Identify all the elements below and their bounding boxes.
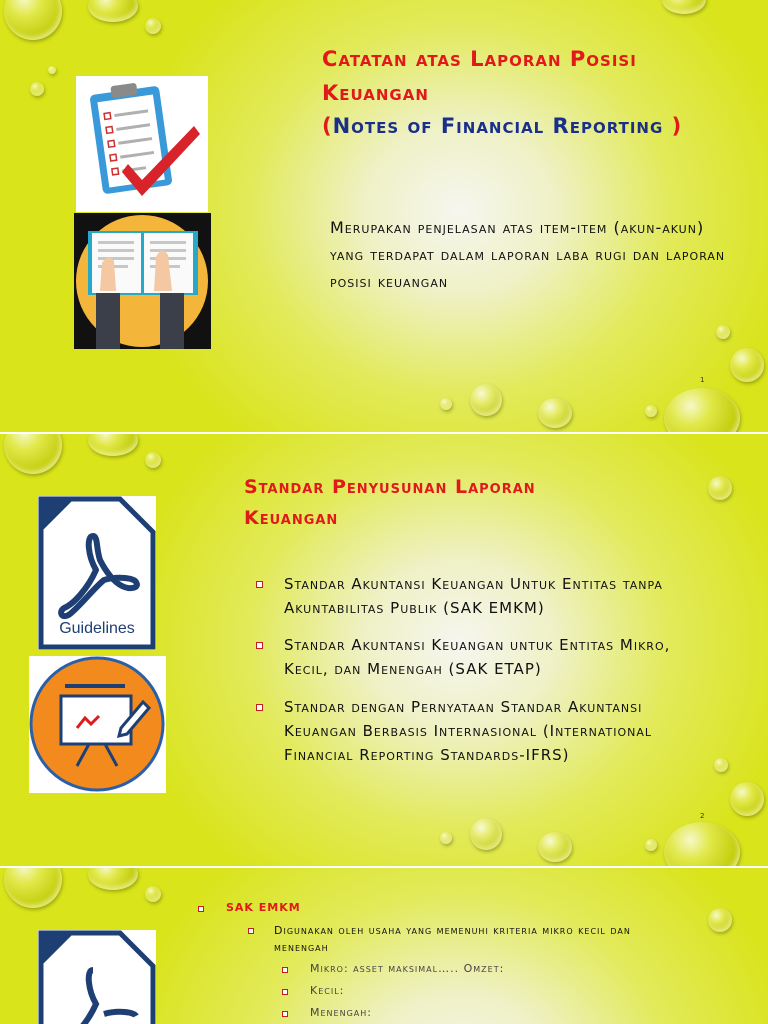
water-drop-decoration: [714, 758, 728, 772]
slide-title-line-1: Standar Penyusunan Laporan: [244, 476, 536, 498]
water-drop-decoration: [440, 398, 452, 410]
slide-body-text: Merupakan penjelasan atas item-item (akun-akun) yang terdapat dalam laporan laba rugi dan laporan posisi keuangan: [330, 218, 726, 291]
water-drop-decoration: [470, 384, 502, 416]
sub-list-item: Menengah:: [310, 1006, 372, 1019]
water-drop-decoration: [708, 476, 732, 500]
pdf-guidelines-icon: [38, 496, 156, 650]
water-drop-decoration: [88, 868, 138, 890]
slide-title-line-1: Catatan atas Laporan Posisi: [322, 47, 637, 71]
water-drop-decoration: [145, 886, 161, 902]
water-drop-decoration: [538, 398, 572, 428]
water-drop-decoration: [88, 0, 138, 22]
water-drop-decoration: [662, 0, 706, 14]
bullet-marker: [256, 581, 263, 588]
water-drop-decoration: [4, 868, 62, 908]
slide-2: [0, 434, 768, 866]
guidelines-label: Guidelines: [59, 620, 135, 637]
sub-list-item: Mikro: asset maksimal….. Omzet:: [310, 962, 505, 975]
slide-title-line-2: Keuangan: [244, 507, 339, 529]
water-drop-decoration: [664, 388, 740, 432]
bullet-marker: [282, 989, 288, 995]
water-drop-decoration: [4, 0, 62, 40]
water-drop-decoration: [708, 908, 732, 932]
list-item-text: Digunakan oleh usaha yang memenuhi kriteria mikro kecil dan menengah: [274, 924, 631, 954]
bullet-marker: [282, 1011, 288, 1017]
pdf-guidelines-icon: [38, 930, 156, 1024]
list-item-sak-emkm: SAK EMKM: [226, 901, 301, 914]
bullet-marker: [198, 906, 204, 912]
slide-subtitle: [322, 114, 752, 138]
water-drop-decoration: [538, 832, 572, 862]
bullet-marker: [282, 967, 288, 973]
presentation-board-icon: [29, 656, 166, 793]
bullet-marker: [256, 642, 263, 649]
subtitle-text: Notes of Financial Reporting: [332, 114, 664, 138]
slide-title: [322, 42, 742, 110]
water-drop-decoration: [88, 434, 138, 456]
water-drop-decoration: [145, 452, 161, 468]
bullet-marker: [248, 928, 254, 934]
water-drop-decoration: [470, 818, 502, 850]
bullet-text: Standar dengan Pernyataan Standar Akuntansi Keuangan Berbasis Internasional (International Financial Reporting Standards-IFRS): [284, 698, 653, 764]
water-drop-decoration: [645, 839, 657, 851]
water-drop-decoration: [664, 822, 740, 866]
slide-title: [244, 472, 704, 534]
page-number: 1: [700, 376, 705, 384]
bullet-text: Standar Akuntansi Keuangan untuk Entitas Mikro, Kecil, dan Menengah (SAK ETAP): [284, 636, 671, 678]
subtitle-open-paren: (: [322, 114, 333, 138]
bullet-text: Standar Akuntansi Keuangan Untuk Entitas tanpa Akuntabilitas Publik (SAK EMKM): [284, 575, 663, 617]
sub-list-item: Kecil:: [310, 984, 345, 997]
slide-3: [0, 868, 768, 1024]
slide-1: [0, 0, 768, 432]
water-drop-decoration: [4, 434, 62, 474]
water-drop-decoration: [716, 325, 730, 339]
page-number: 2: [700, 812, 705, 820]
subtitle-close-paren: ): [663, 114, 683, 138]
water-drop-decoration: [730, 782, 764, 816]
water-drop-decoration: [48, 66, 56, 74]
water-drop-decoration: [145, 18, 161, 34]
water-drop-decoration: [440, 832, 452, 844]
clipboard-checklist-icon: [76, 76, 208, 212]
water-drop-decoration: [730, 348, 764, 382]
bullet-marker: [256, 704, 263, 711]
open-book-hands-icon: [74, 213, 211, 349]
slide-title-line-2: Keuangan: [322, 81, 429, 105]
water-drop-decoration: [645, 405, 657, 417]
water-drop-decoration: [30, 82, 44, 96]
